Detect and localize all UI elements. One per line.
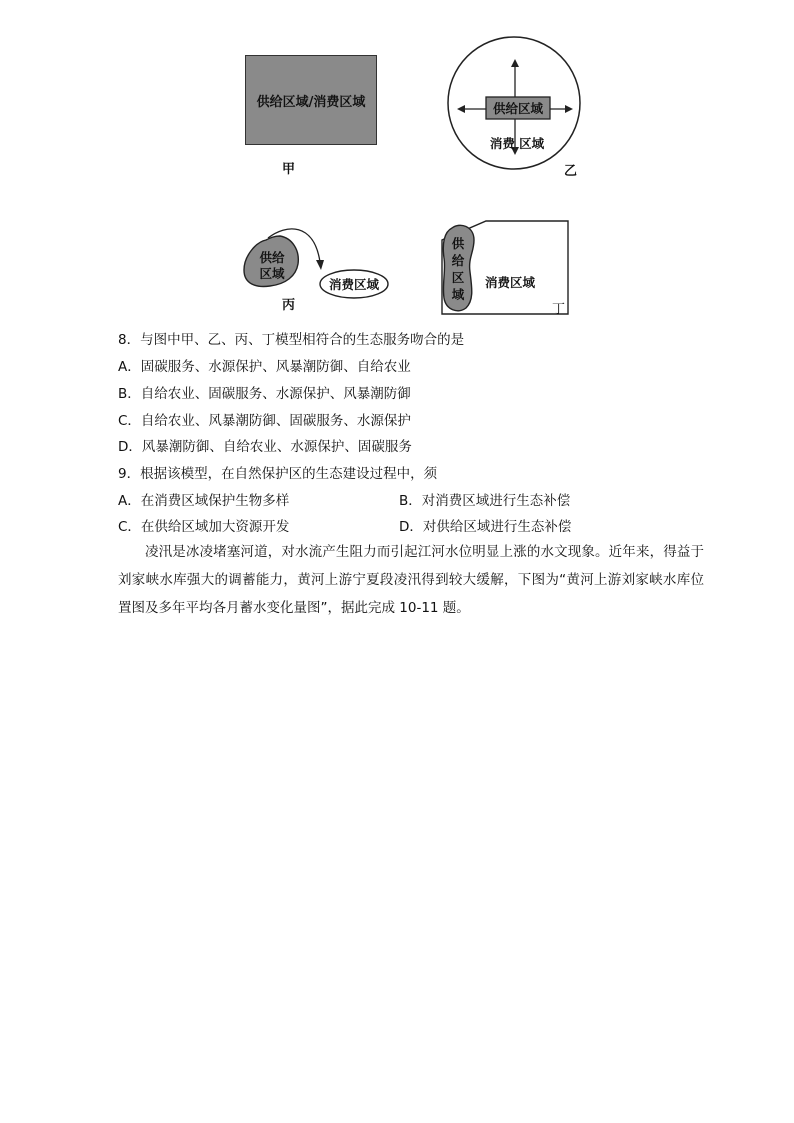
figure-jia-label: 甲 <box>282 162 296 177</box>
question-8-option-c: C．自给农业、风暴潮防御、固碳服务、水源保护 <box>118 413 411 429</box>
figure-bing-supply-text-1: 供给 <box>259 250 285 265</box>
figure-jia-box <box>245 55 377 145</box>
question-8-stem: 8．与图中甲、乙、丙、丁模型相符合的生态服务吻合的是 <box>118 332 465 348</box>
figure-bing <box>236 222 396 312</box>
question-9-option-d: D．对供给区域进行生态补偿 <box>399 519 572 535</box>
figure-ding-consume-text: 消费区域 <box>484 275 536 290</box>
figure-bing-label: 丙 <box>282 298 296 313</box>
figure-ding-supply-char-4: 域 <box>451 287 465 302</box>
question-9-option-b: B．对消费区域进行生态补偿 <box>399 493 571 509</box>
figure-bing-supply-text-2: 区域 <box>259 266 285 281</box>
question-9-option-a: A．在消费区域保护生物多样 <box>118 493 290 509</box>
figure-yi-supply-text: 供给区域 <box>492 101 544 116</box>
figure-ding-supply-char-1: 供 <box>451 236 465 251</box>
figure-jia-text: 供给区域/消费区域 <box>256 94 366 110</box>
figure-yi <box>445 33 585 178</box>
arrow-down-icon <box>316 260 324 270</box>
question-9-stem: 9．根据该模型，在自然保护区的生态建设过程中，须 <box>118 466 438 482</box>
figure-ding-supply-char-3: 区 <box>451 270 465 285</box>
question-8-option-a: A．固碳服务、水源保护、风暴潮防御、自给农业 <box>118 359 411 375</box>
question-9-option-c: C．在供给区域加大资源开发 <box>118 519 290 535</box>
figure-yi-label: 乙 <box>564 164 578 179</box>
figure-yi-consume-text: 消费 区域 <box>489 136 545 151</box>
passage-paragraph: 凌汛是冰凌堵塞河道，对水流产生阻力而引起江河水位明显上涨的水文现象。近年来，得益于刘家峡水库强大的调蓄能力，黄河上游宁夏段凌汛得到较大缓解，下图为“黄河上游刘家峡水库位置图及多年平均各月蓄水变化量图”，据此完成 10-11 题。 <box>118 544 704 616</box>
figure-ding-supply-char-2: 给 <box>451 253 465 268</box>
figure-ding-label: 丁 <box>552 302 566 317</box>
question-8-option-b: B．自给农业、固碳服务、水源保护、风暴潮防御 <box>118 386 411 402</box>
question-8-option-d: D．风暴潮防御、自给农业、水源保护、固碳服务 <box>118 439 412 455</box>
figure-bing-consume-text: 消费区域 <box>328 277 380 292</box>
